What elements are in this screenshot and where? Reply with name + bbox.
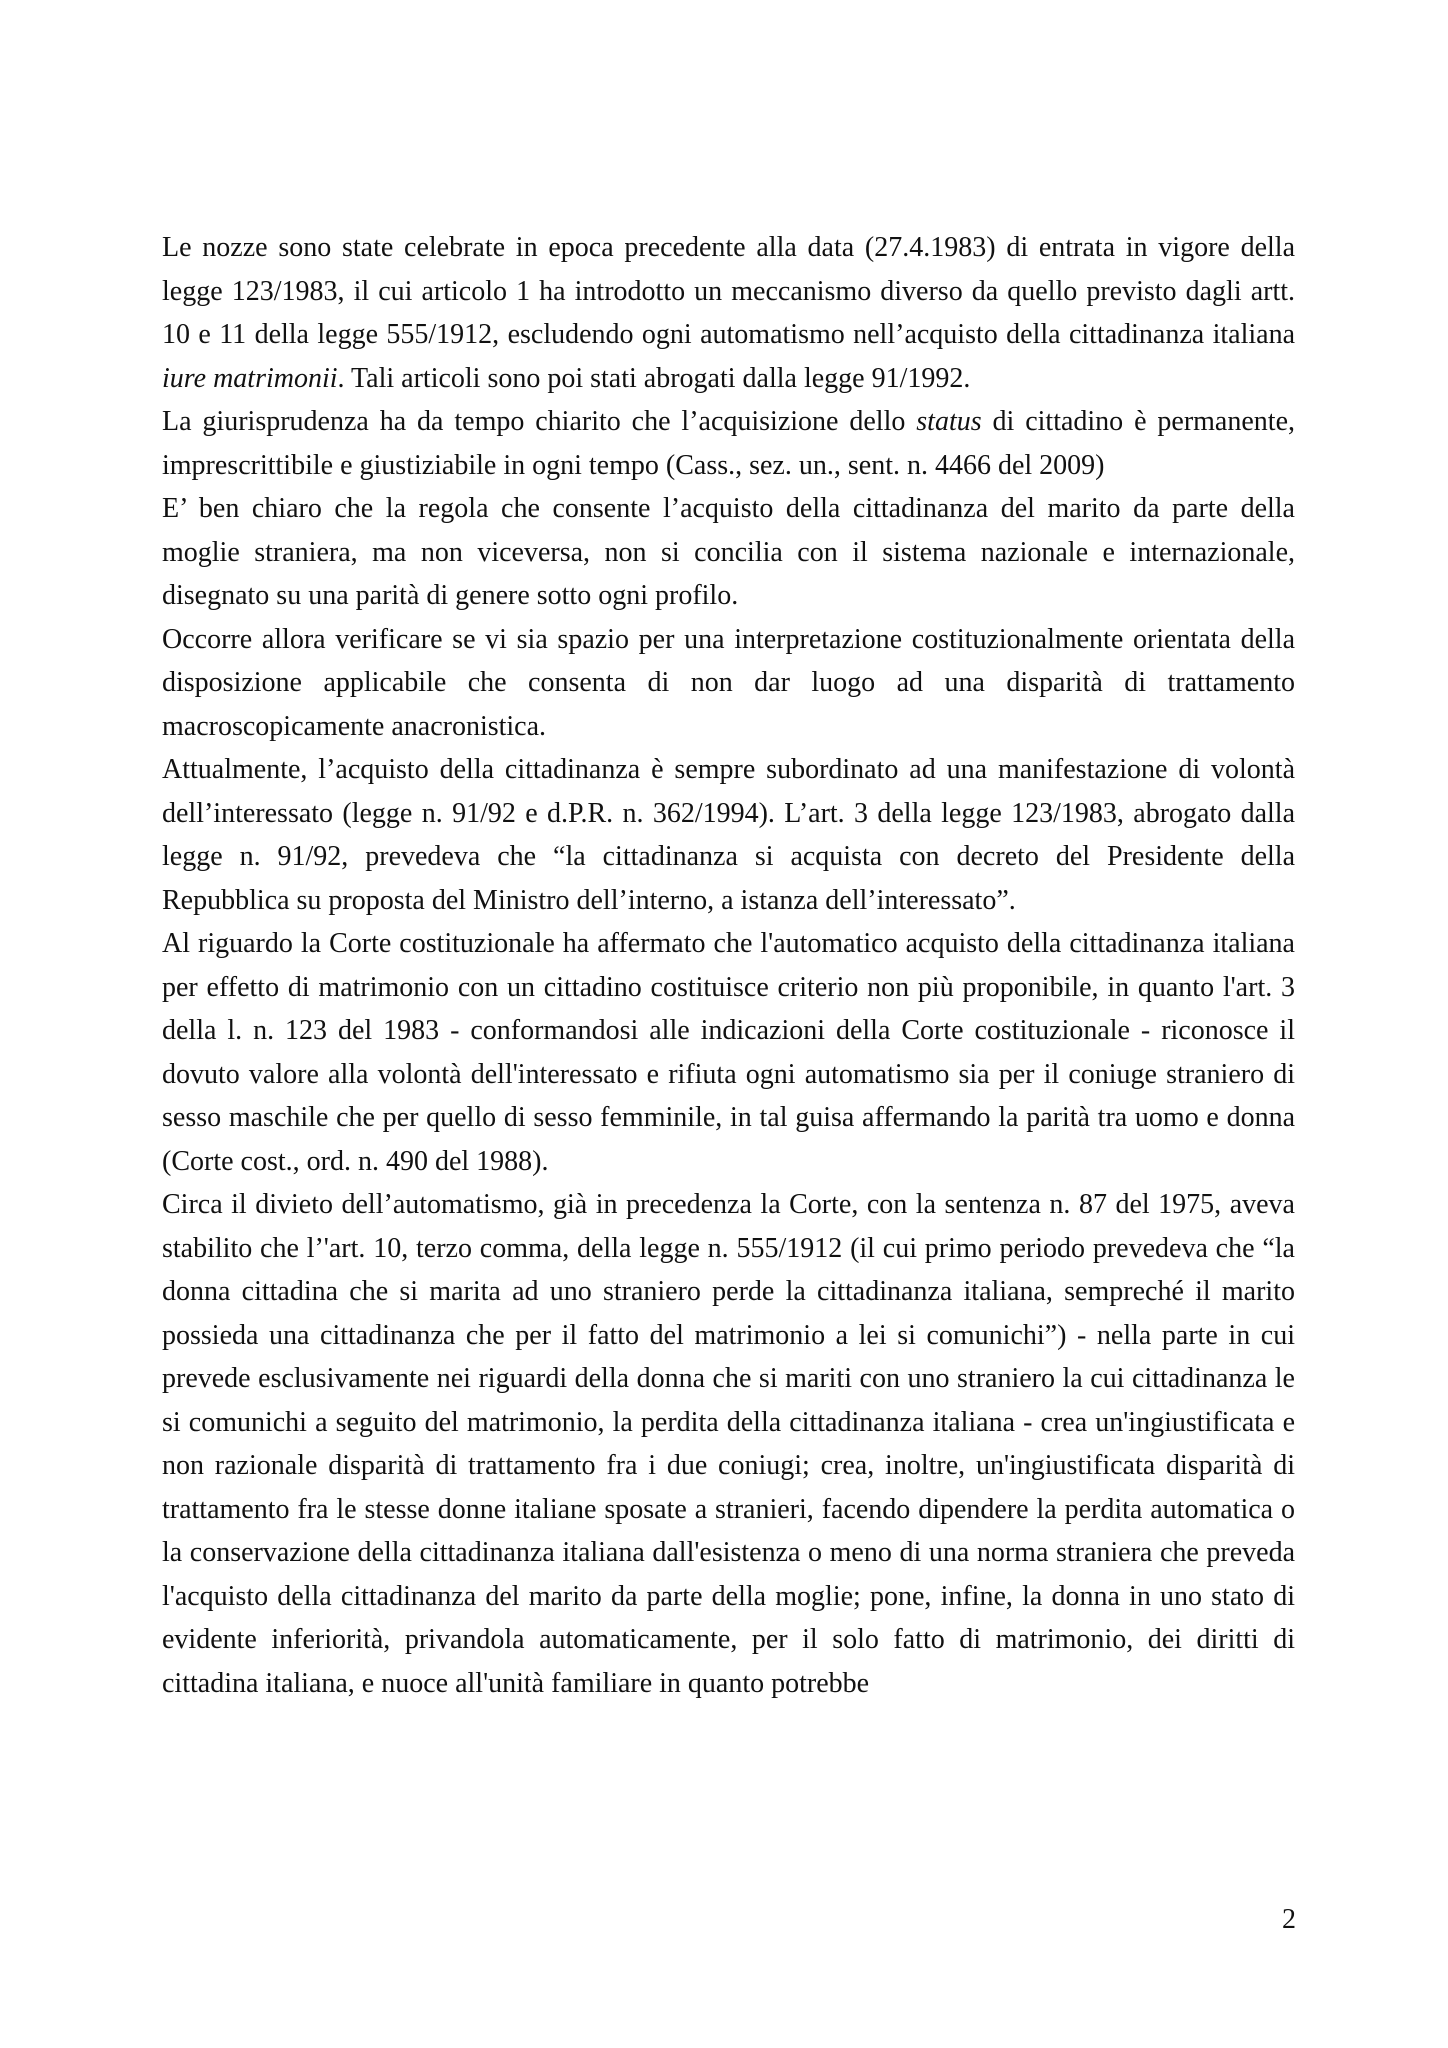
paragraph-6: Al riguardo la Corte costituzionale ha affermato che l'automatico acquisto della cittadinanza italiana per effetto di matrimonio con un cittadino costituisce criterio non più proponibile, in quanto l'art. 3 della l. n. 123 del 1983 - conformandosi alle indicazioni della Corte costituzionale - riconosce il dovuto valore alla volontà dell'interessato e rifiuta ogni automatismo sia per il coniuge straniero di sesso maschile che per quello di sesso femminile, in tal guisa affermando la parità tra uomo e donna (Corte cost., ord. n. 490 del 1988).: [162, 928, 1295, 1177]
paragraph-5: Attualmente, l’acquisto della cittadinanza è sempre subordinato ad una manifestazione di volontà dell’interessato (legge n. 91/92 e d.P.R. n. 362/1994). L’art. 3 della legge 123/1983, abrogato dalla legge n. 91/92, prevedeva che “la cittadinanza si acquista con decreto del Presidente della Repubblica su proposta del Ministro dell’interno, a istanza dell’interessato”.: [162, 754, 1295, 916]
paragraph-3: E’ ben chiaro che la regola che consente l’acquisto della cittadinanza del marito da parte della moglie straniera, ma non viceversa, non si concilia con il sistema nazionale e internazionale, disegnato su una parità di genere sotto ogni profilo.: [162, 493, 1295, 611]
paragraph-4: Occorre allora verificare se vi sia spazio per una interpretazione costituzionalmente orientata della disposizione applicabile che consenta di non dar luogo ad una disparità di trattamento macroscopicamente anacronistica.: [162, 623, 1295, 742]
paragraph-2: La giurisprudenza ha da tempo chiarito che l’acquisizione dello status di cittadino è permanente, imprescrittibile e giustiziabile in ogni tempo (Cass., sez. un., sent. n. 4466 del 2009): [162, 406, 1295, 481]
latin-term: status: [916, 406, 982, 437]
page-number: 2: [1282, 1904, 1296, 1935]
latin-term: iure matrimonii: [162, 362, 338, 394]
document-body: [162, 226, 1295, 1705]
paragraph-1: Le nozze sono state celebrate in epoca precedente alla data (27.4.1983) di entrata in vigore della legge 123/1983, il cui articolo 1 ha introdotto un meccanismo diverso da quello previsto dagli artt. 10 e 11 della legge 555/1912, escludendo ogni automatismo nell’acquisto della cittadinanza italiana iure matrimonii. Tali articoli sono poi stati abrogati dalla legge 91/1992.: [162, 232, 1295, 394]
paragraph-7: Circa il divieto dell’automatismo, già in precedenza la Corte, con la sentenza n. 87 del 1975, aveva stabilito che l’'art. 10, terzo comma, della legge n. 555/1912 (il cui primo periodo prevedeva che “la donna cittadina che si marita ad uno straniero perde la cittadinanza italiana, sempreché il marito possieda una cittadinanza che per il fatto del matrimonio a lei si comunichi”) - nella parte in cui prevede esclusivamente nei riguardi della donna che si mariti con uno straniero la cui cittadinanza le si comunichi a seguito del matrimonio, la perdita della cittadinanza italiana - crea un'ingiustificata e non razionale disparità di trattamento fra i due coniugi; crea, inoltre, un'ingiustificata disparità di trattamento fra le stesse donne italiane sposate a stranieri, facendo dipendere la perdita automatica o la conservazione della cittadinanza italiana dall'esistenza o meno di una norma straniera che preveda l'acquisto della cittadinanza del marito da parte della moglie; pone, infine, la donna in uno stato di evidente inferiorità, privandola automaticamente, per il solo fatto di matrimonio, dei diritti di cittadina italiana, e nuoce all'unità familiare in quanto potrebbe: [162, 1189, 1295, 1699]
